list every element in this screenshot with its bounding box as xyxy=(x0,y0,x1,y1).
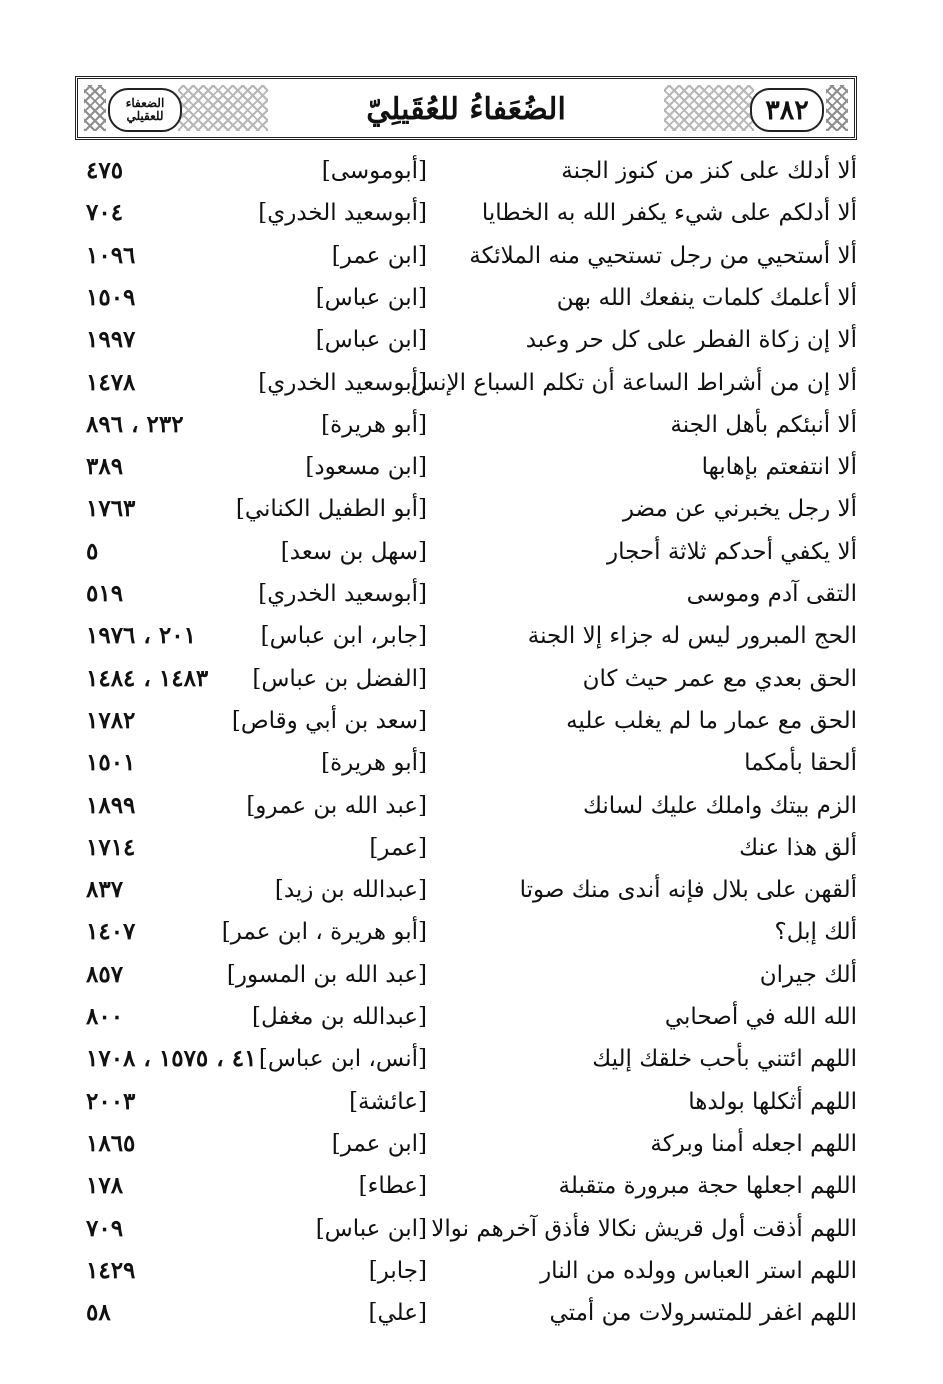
narrator: [جابر، ابن عباس] xyxy=(260,623,427,650)
hadith-text: اللهم اجعلها حجة مبرورة متقبلة xyxy=(558,1173,857,1200)
index-entry xyxy=(0,277,943,319)
entry-number: ١٧٨ xyxy=(86,1172,124,1200)
index-entry xyxy=(0,1292,943,1334)
entry-number: ١٧١٤ xyxy=(86,833,136,861)
narrator: [ابن مسعود] xyxy=(305,454,427,481)
entry-number: ٢٠١ ، ١٩٧٦ xyxy=(86,622,196,650)
index-entry xyxy=(0,742,943,784)
narrator: [عائشة] xyxy=(349,1088,427,1115)
hadith-text: ألا إن من أشراط الساعة أن تكلم السباع الإنس xyxy=(410,369,857,396)
narrator: [عطاء] xyxy=(358,1173,427,1200)
entry-number: ٥١٩ xyxy=(86,580,124,607)
narrator: [ابن عمر] xyxy=(331,242,427,269)
narrator: [ابن عمر] xyxy=(331,1130,427,1157)
narrator: [عبدالله بن زيد] xyxy=(274,877,427,904)
narrator: [أبو هريرة ، ابن عمر] xyxy=(221,919,427,946)
hadith-text: الزم بيتك واملك عليك لسانك xyxy=(582,792,857,819)
narrator: [الفضل بن عباس] xyxy=(252,665,427,692)
narrator: [عبد الله بن عمرو] xyxy=(246,792,427,819)
index-entry xyxy=(0,1038,943,1080)
index-entry xyxy=(0,150,943,192)
narrator: [أنس، ابن عباس] xyxy=(258,1046,427,1073)
book-logo xyxy=(108,88,182,132)
narrator: [ابن عباس] xyxy=(315,1215,427,1242)
narrator: [عمر] xyxy=(369,834,427,861)
hadith-text: ألا أدلكم على شيء يكفر الله به الخطايا xyxy=(481,200,857,227)
index-entry xyxy=(0,404,943,446)
running-title: الضُعَفاءُ للعُقَيلِيّ xyxy=(278,87,654,131)
narrator: [ابن عباس] xyxy=(315,327,427,354)
entry-number: ٤٧٥ xyxy=(86,157,124,184)
index-entry xyxy=(0,573,943,615)
entry-number: ١٤٧٨ xyxy=(86,368,136,396)
narrator: [عبدالله بن مغفل] xyxy=(251,1004,427,1030)
narrator: [أبو هريرة] xyxy=(321,411,427,438)
index-entry xyxy=(0,192,943,234)
entry-number: ٤١ ، ١٥٧٥ ، ١٧٠٨ xyxy=(86,1045,257,1073)
narrator: [سعد بن أبي وقاص] xyxy=(231,707,427,734)
hadith-text: ألا انتفعتم بإهابها xyxy=(701,454,857,481)
entry-number: ٥٨ xyxy=(86,1299,111,1327)
hadith-text: ألا رجل يخبرني عن مضر xyxy=(622,496,857,523)
index-entry xyxy=(0,785,943,827)
index-entry xyxy=(0,827,943,869)
hadith-text: اللهم أذقت أول قريش نكالا فأذق آخرهم نوالا xyxy=(431,1215,857,1242)
hadith-text: ألك إبل؟ xyxy=(774,919,857,946)
header-ornament xyxy=(826,85,848,131)
entry-number: ٨٣٧ xyxy=(86,876,124,904)
page-number: ٣٨٢ xyxy=(750,88,824,132)
hadith-text: ألك جيران xyxy=(759,961,857,988)
index-entry xyxy=(0,911,943,953)
hadith-text: ألا أعلمك كلمات ينفعك الله بهن xyxy=(556,284,857,311)
narrator: [سهل بن سعد] xyxy=(280,538,427,565)
index-entry xyxy=(0,319,943,361)
logo-line: الضعفاء xyxy=(125,96,165,110)
hadith-text: ألا أنبئكم بأهل الجنة xyxy=(670,411,857,438)
index-entry xyxy=(0,531,943,573)
index-entry xyxy=(0,446,943,488)
narrator: [أبوسعيد الخدري] xyxy=(258,369,427,396)
narrator: [أبوسعيد الخدري] xyxy=(258,200,427,227)
narrator: [أبو هريرة] xyxy=(321,750,427,777)
hadith-text: الحق مع عمار ما لم يغلب عليه xyxy=(566,707,857,734)
entry-number: ١٤٠٧ xyxy=(86,918,136,946)
hadith-text: ألا يكفي أحدكم ثلاثة أحجار xyxy=(606,538,857,565)
narrator: [أبو الطفيل الكناني] xyxy=(235,496,427,523)
hadith-text: الحق بعدي مع عمر حيث كان xyxy=(582,665,857,692)
entry-number: ١٧٦٣ xyxy=(86,495,136,523)
hadith-text: اللهم اغفر للمتسرولات من أمتي xyxy=(549,1300,857,1327)
index-entry xyxy=(0,700,943,742)
hadith-text: اللهم اجعله أمنا وبركة xyxy=(650,1130,857,1157)
entry-number: ١٤٢٩ xyxy=(86,1256,136,1284)
narrator: [أبوسعيد الخدري] xyxy=(258,581,427,607)
entry-number: ١٠٩٦ xyxy=(86,241,136,269)
narrator: [عبد الله بن المسور] xyxy=(226,961,427,988)
narrator: [جابر] xyxy=(368,1257,427,1284)
hadith-text: الحج المبرور ليس له جزاء إلا الجنة xyxy=(527,623,857,650)
entry-number: ٥ xyxy=(86,537,99,565)
hadith-text: التقى آدم وموسى xyxy=(686,581,857,607)
hadith-text: ألقهن على بلال فإنه أندى منك صوتا xyxy=(519,877,857,904)
page-header xyxy=(75,76,857,140)
index-entry xyxy=(0,615,943,657)
entry-number: ١٤٨٣ ، ١٤٨٤ xyxy=(86,664,209,692)
entry-number: ١٨٦٥ xyxy=(86,1129,136,1157)
index-entry xyxy=(0,488,943,530)
entry-number: ١٩٩٧ xyxy=(86,326,136,354)
index-entry xyxy=(0,996,943,1038)
hadith-text: الله الله في أصحابي xyxy=(664,1004,857,1030)
entry-number: ٢٣٢ ، ٨٩٦ xyxy=(86,410,184,438)
hadith-text: اللهم استر العباس وولده من النار xyxy=(540,1257,857,1284)
entry-number: ٨٠٠ xyxy=(86,1003,124,1030)
header-ornament xyxy=(84,85,106,131)
index-entry xyxy=(0,1081,943,1123)
hadith-text: ألا إن زكاة الفطر على كل حر وعبد xyxy=(525,327,857,354)
hadith-text: اللهم ائتني بأحب خلقك إليك xyxy=(592,1046,857,1073)
index-entry xyxy=(0,362,943,404)
index-entry xyxy=(0,1165,943,1207)
index-entry xyxy=(0,1123,943,1165)
entry-number: ١٥٠١ xyxy=(86,749,136,777)
hadith-text: اللهم أثكلها بولدها xyxy=(688,1088,857,1115)
entry-number: ١٥٠٩ xyxy=(86,283,136,311)
index-entry xyxy=(0,869,943,911)
narrator: [علي] xyxy=(368,1300,427,1327)
hadith-text: ألق هذا عنك xyxy=(739,834,857,861)
narrator: [أبوموسى] xyxy=(321,158,427,184)
header-ornament xyxy=(178,85,268,131)
index-entry xyxy=(0,235,943,277)
entry-number: ٣٨٩ xyxy=(86,453,124,481)
index-entry xyxy=(0,1250,943,1292)
hadith-text: ألا أدلك على كنز من كنوز الجنة xyxy=(561,158,857,184)
index-entry xyxy=(0,658,943,700)
narrator: [ابن عباس] xyxy=(315,284,427,311)
entry-number: ١٧٨٢ xyxy=(86,706,136,734)
hadith-text: ألحقا بأمكما xyxy=(744,750,857,777)
entry-number: ٧٠٤ xyxy=(86,199,124,227)
index-entry xyxy=(0,1208,943,1250)
logo-line: للعقيلي xyxy=(126,109,164,123)
entry-number: ٧٠٩ xyxy=(86,1214,124,1242)
hadith-text: ألا أستحيي من رجل تستحيي منه الملائكة xyxy=(469,242,857,269)
index-entry xyxy=(0,954,943,996)
entry-number: ١٨٩٩ xyxy=(86,791,136,819)
entry-number: ٢٠٠٣ xyxy=(86,1087,136,1115)
entry-number: ٨٥٧ xyxy=(86,960,124,988)
header-ornament xyxy=(664,85,754,131)
